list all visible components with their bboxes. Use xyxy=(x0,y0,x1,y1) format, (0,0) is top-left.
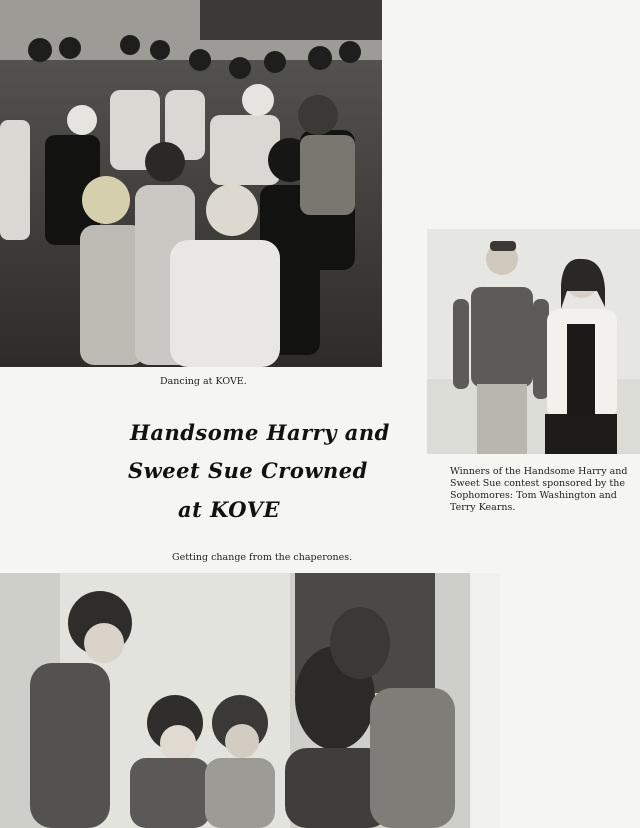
dancing-photo xyxy=(0,0,382,367)
chaperones-photo-image xyxy=(0,573,500,828)
dancing-photo-caption: Dancing at KOVE. xyxy=(160,376,247,387)
headline-line-1: Handsome Harry and xyxy=(130,420,390,445)
chaperones-photo-caption: Getting change from the chaperones. xyxy=(172,552,353,563)
headline-line-3: at KOVE xyxy=(178,497,281,522)
chaperones-photo xyxy=(0,573,500,828)
winners-photo-caption: Winners of the Handsome Harry and Sweet Sue contest sponsored by the Sophomores: Tom Washington and Terry Kearns. xyxy=(450,466,628,513)
winners-photo-image xyxy=(427,229,640,454)
winners-photo xyxy=(427,229,640,454)
headline-line-2: Sweet Sue Crowned xyxy=(128,458,368,483)
dancing-photo-image xyxy=(0,0,382,367)
